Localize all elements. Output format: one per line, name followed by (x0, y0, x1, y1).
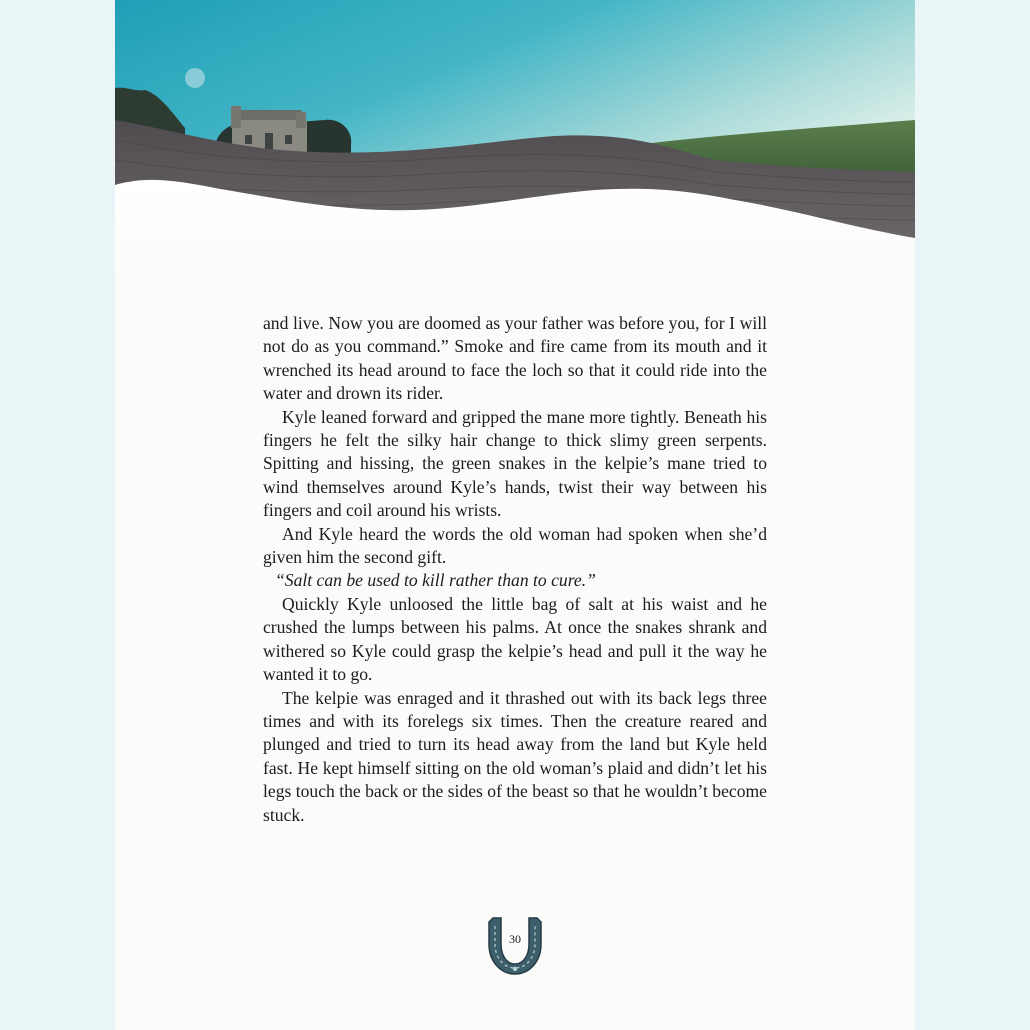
moon (185, 68, 205, 88)
page-number: 30 (509, 932, 521, 946)
book-page (115, 0, 915, 1030)
italic-quote: “Salt can be used to kill rather than to cure.” (275, 570, 596, 591)
paragraph: Kyle leaned forward and gripped the mane more tightly. Beneath his fingers he felt the silky hair change to thick slimy green serpents. Spitting and hissing, the green snakes in the kelpie’s mane tried to wind themselves around Kyle’s hands, twist their way between his fingers and coil around his wrists. (263, 406, 767, 521)
story-text (263, 312, 767, 827)
cottage (231, 106, 307, 152)
paragraph: And Kyle heard the words the old woman had spoken when she’d given him the second gift. (263, 523, 767, 568)
paragraph: and live. Now you are doomed as your father was before you, for I will not do as you command.” Smoke and fire came from its mouth and it wrenched its head around to face the loch so that it could ride into the water and drown its rider. (263, 313, 767, 404)
landscape-with-cottage-illustration (115, 0, 915, 280)
paragraph: The kelpie was enraged and it thrashed out with its back legs three times and with its forelegs six times. Then the creature reared and plunged and tried to turn its head away from the land but Kyle held fast. He kept himself sitting on the old woman’s plaid and didn’t let his legs touch the back or the sides of the beast so that he wouldn’t become stuck. (263, 687, 767, 825)
page-number-ornament (483, 912, 547, 978)
paragraph: Quickly Kyle unloosed the little bag of salt at his waist and he crushed the lumps between his palms. At once the snakes shrank and withered so Kyle could grasp the kelpie’s head and pull it the way he wanted it to go. (263, 593, 767, 685)
